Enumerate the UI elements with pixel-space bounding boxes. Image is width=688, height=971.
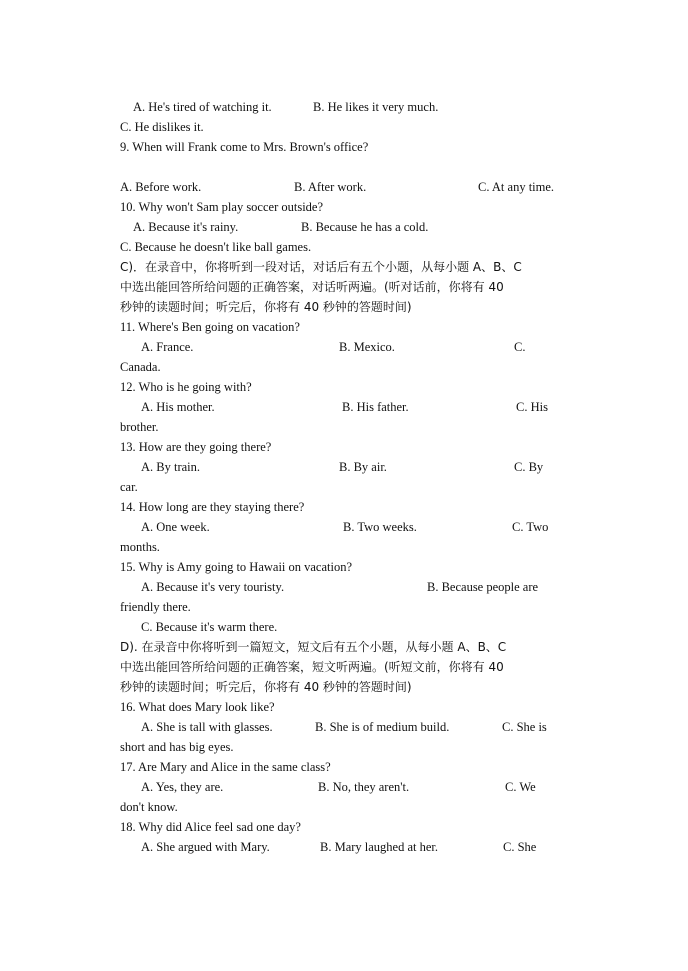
q17-option-b: B. No, they aren't. [318,780,410,794]
q16-option-c-start: C. She is [502,720,547,734]
q16-option-c-end: short and has big eyes. [120,740,234,754]
q11-question: 11. Where's Ben going on vacation? [120,320,300,334]
section-c-instructions-line3: 秒钟的读题时间；听完后，你将有 40 秒钟的答题时间) [120,300,412,314]
q16-option-b: B. She is of medium build. [315,720,450,734]
q15-question: 15. Why is Amy going to Hawaii on vacation? [120,560,353,574]
q13-option-b: B. By air. [339,460,387,474]
q10-option-c: C. Because he doesn't like ball games. [120,240,312,254]
section-d-instructions-line1: D). 在录音中你将听到一篇短文，短文后有五个小题，从每小题 A、B、C [120,640,507,654]
q9-option-a: A. Before work. [120,180,202,194]
q8-option-c: C. He dislikes it. [120,120,204,134]
q17-option-c-end: don't know. [120,800,178,814]
q12-option-c-end: brother. [120,420,159,434]
q18-question: 18. Why did Alice feel sad one day? [120,820,301,834]
q17-option-a: A. Yes, they are. [141,780,224,794]
section-c-instructions-line2: 中选出能回答所给问题的正确答案，对话听两遍。(听对话前，你将有 40 [120,280,504,294]
q11-option-b: B. Mexico. [339,340,395,354]
q9-question: 9. When will Frank come to Mrs. Brown's office? [120,140,369,154]
q14-option-a: A. One week. [141,520,210,534]
q12-option-b: B. His father. [342,400,409,414]
section-c-instructions-line1: C)．在录音中，你将听到一段对话，对话后有五个小题，从每小题 A、B、C [120,260,522,274]
q15-option-b-end: friendly there. [120,600,191,614]
q9-option-b: B. After work. [294,180,367,194]
q11-option-c-end: Canada. [120,360,161,374]
q17-option-c-start: C. We [505,780,536,794]
q13-option-c-end: car. [120,480,138,494]
q8-option-b: B. He likes it very much. [313,100,439,114]
q12-option-c-start: C. His [516,400,548,414]
section-d-instructions-line2: 中选出能回答所给问题的正确答案，短文听两遍。(听短文前，你将有 40 [120,660,504,674]
q15-option-c: C. Because it's warm there. [141,620,278,634]
q15-option-b-start: B. Because people are [427,580,539,594]
q18-option-a: A. She argued with Mary. [141,840,270,854]
q10-option-a: A. Because it's rainy. [133,220,239,234]
q14-option-c-end: months. [120,540,160,554]
q12-option-a: A. His mother. [141,400,215,414]
q10-question: 10. Why won't Sam play soccer outside? [120,200,324,214]
q11-option-a: A. France. [141,340,194,354]
q12-question: 12. Who is he going with? [120,380,252,394]
q13-option-c-start: C. By [514,460,544,474]
q8-option-a: A. He's tired of watching it. [133,100,272,114]
q10-option-b: B. Because he has a cold. [301,220,429,234]
q13-question: 13. How are they going there? [120,440,272,454]
q16-option-a: A. She is tall with glasses. [141,720,273,734]
q14-question: 14. How long are they staying there? [120,500,305,514]
q18-option-b: B. Mary laughed at her. [320,840,439,854]
q17-question: 17. Are Mary and Alice in the same class? [120,760,331,774]
q13-option-a: A. By train. [141,460,201,474]
q14-option-c-start: C. Two [512,520,549,534]
section-d-instructions-line3: 秒钟的读题时间；听完后，你将有 40 秒钟的答题时间) [120,680,412,694]
q16-question: 16. What does Mary look like? [120,700,275,714]
q14-option-b: B. Two weeks. [343,520,417,534]
q15-option-a: A. Because it's very touristy. [141,580,285,594]
q11-option-c-start: C. [514,340,526,354]
q18-option-c-start: C. She [503,840,537,854]
q9-option-c: C. At any time. [478,180,555,194]
